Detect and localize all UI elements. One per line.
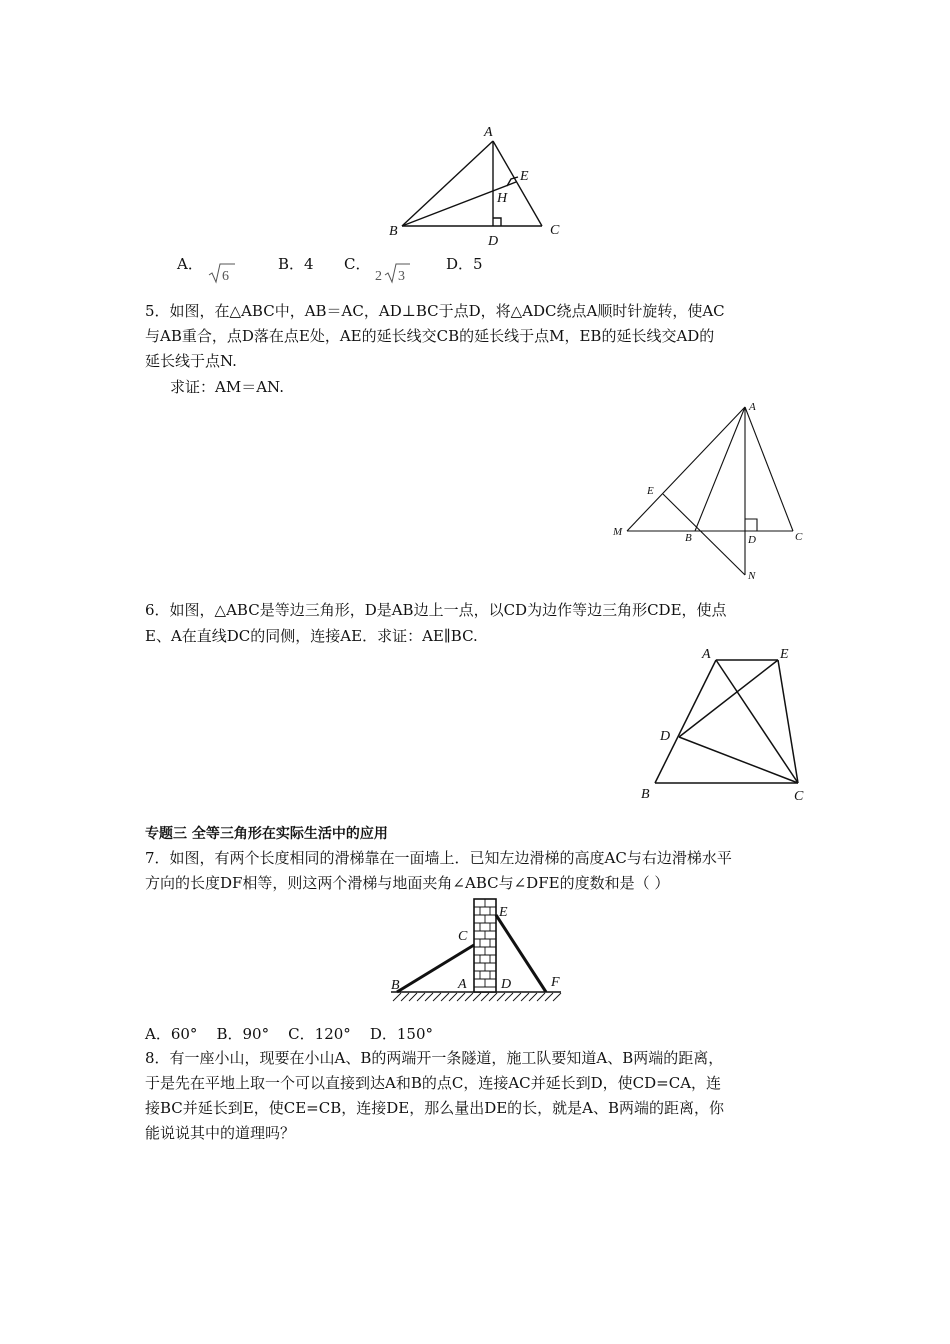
q6-text-line1: 6．如图，△ABC是等边三角形，D是AB边上一点，以CD为边作等边三角形CDE，使点 bbox=[145, 601, 727, 619]
q7-label-c: C bbox=[458, 929, 468, 944]
svg-text:3: 3 bbox=[398, 269, 405, 284]
section3-title: 专题三 全等三角形在实际生活中的应用 bbox=[145, 826, 388, 842]
q4-label-a: A bbox=[484, 125, 493, 140]
q7-text-line1: 7．如图，有两个长度相同的滑梯靠在一面墙上．已知左边滑梯的高度AC与右边滑梯水平 bbox=[145, 849, 732, 867]
q4-label-h: H bbox=[497, 191, 508, 206]
q5-text-line2: 与AB重合，点D落在点E处，AE的延长线交CB的延长线于点M，EB的延长线交AD的 bbox=[145, 327, 715, 345]
q5-text-line1: 5．如图，在△ABC中，AB＝AC，AD⊥BC于点D，将△ADC绕点A顺时针旋转，使AC bbox=[145, 302, 725, 320]
q7-label-a: A bbox=[458, 977, 467, 992]
q5-label-n: N bbox=[748, 570, 756, 582]
q4-option-a-value: 6 bbox=[222, 269, 229, 284]
q6-label-d: D bbox=[660, 729, 671, 744]
q7-text-line2: 方向的长度DF相等，则这两个滑梯与地面夹角∠ABC与∠DFE的度数和是（ ） bbox=[145, 874, 670, 892]
q6-label-c: C bbox=[794, 789, 804, 804]
q4-option-a-label: A． bbox=[177, 255, 203, 273]
svg-text:2: 2 bbox=[375, 269, 382, 284]
q7-label-b: B bbox=[391, 978, 400, 993]
q4-option-a-surd bbox=[207, 262, 237, 284]
q4-option-a bbox=[177, 254, 203, 274]
q8-text-line3: 接BC并延长到E，使CE=CB，连接DE，那么量出DE的长，就是A、B两端的距离，你 bbox=[145, 1099, 725, 1117]
q5-text-line3: 延长线于点N. bbox=[145, 352, 237, 370]
q8-text-line2: 于是先在平地上取一个可以直接到达A和B的点C，连接AC并延长到D，使CD=CA，连 bbox=[145, 1074, 722, 1092]
q5-prove-line: 求证：AM＝AN. bbox=[170, 378, 284, 396]
q4-option-c-surd bbox=[374, 262, 414, 284]
q4-label-d: D bbox=[488, 234, 499, 248]
q7-label-f: F bbox=[551, 975, 560, 990]
q5-figure bbox=[605, 395, 820, 585]
q4-label-e: E bbox=[520, 169, 529, 184]
q5-label-b: B bbox=[685, 532, 692, 544]
q4-option-c: C． bbox=[344, 255, 371, 273]
q5-label-m: M bbox=[613, 526, 623, 538]
q7-options: A．60° B．90° C．120° D．150° bbox=[145, 1025, 434, 1043]
q6-figure bbox=[632, 640, 817, 805]
q7-slide-figure bbox=[385, 893, 565, 1008]
q6-label-e: E bbox=[780, 647, 789, 662]
q6-text-line2: E、A在直线DC的同侧，连接AE．求证：AE∥BC. bbox=[145, 627, 478, 645]
q6-label-b: B bbox=[641, 787, 650, 802]
q8-text-line1: 8．有一座小山，现要在小山A、B的两端开一条隧道，施工队要知道A、B两端的距离， bbox=[145, 1049, 724, 1067]
q4-label-c: C bbox=[550, 223, 560, 238]
q5-label-d: D bbox=[748, 534, 756, 546]
q4-option-b: B．4 bbox=[278, 255, 314, 273]
q7-label-d: D bbox=[501, 977, 512, 992]
q5-label-a: A bbox=[749, 401, 756, 413]
q8-text-line4: 能说说其中的道理吗？ bbox=[145, 1124, 296, 1142]
q5-label-c: C bbox=[795, 531, 803, 543]
q4-label-b: B bbox=[389, 224, 398, 239]
q4-triangle-figure bbox=[380, 118, 580, 248]
q4-option-d: D．5 bbox=[446, 255, 483, 273]
q7-label-e: E bbox=[499, 905, 508, 920]
q6-label-a: A bbox=[702, 647, 711, 662]
q5-label-e: E bbox=[647, 485, 654, 497]
